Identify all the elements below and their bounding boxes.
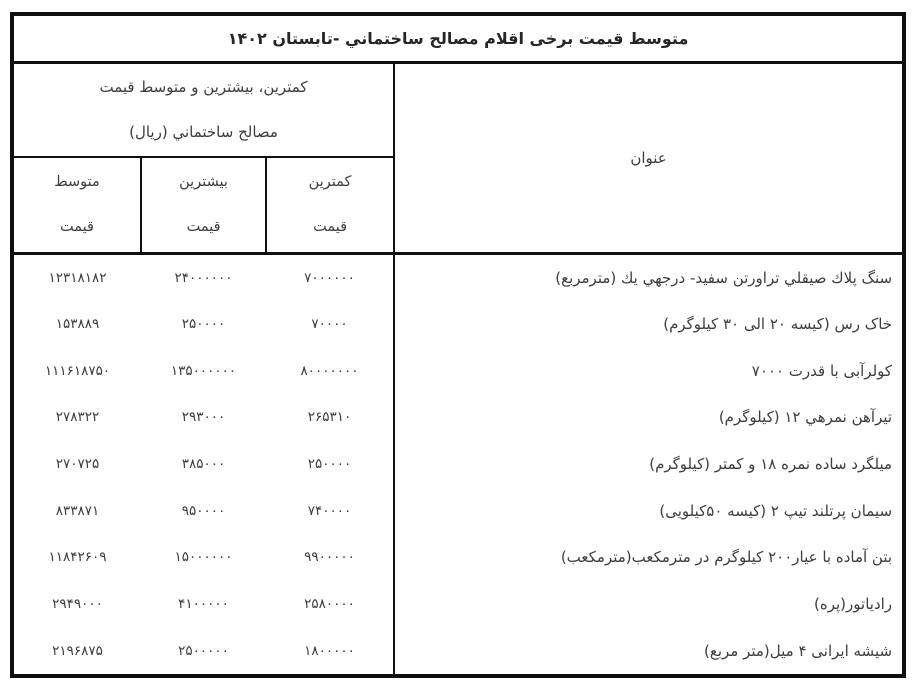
min-price: ۲۵۰۰۰۰ xyxy=(307,455,352,472)
min-price: ۲۶۵۳۱۰ xyxy=(307,409,352,426)
avg-price: ۱۲۳۱۸۱۸۲ xyxy=(48,270,107,286)
min-header-line1: کمترین xyxy=(308,173,352,190)
item-title: بتن آماده با عیار۲۰۰ کیلوگرم در مترمکعب(مترمکعب) xyxy=(394,534,902,581)
avg-price: ۸۳۳۸۷۱ xyxy=(55,502,100,519)
table-row xyxy=(14,534,902,581)
table-row xyxy=(14,347,902,394)
max-header-line2: قیمت xyxy=(186,218,221,235)
group-header-line1: کمترین، بیشترین و متوسط قیمت xyxy=(99,77,308,96)
table-row xyxy=(14,581,902,628)
column-group-header xyxy=(14,63,394,157)
max-header-line1: بیشترین xyxy=(179,173,228,190)
item-title: خاک رس (کیسه ۲۰ الی ۳۰ کیلوگرم) xyxy=(394,301,902,348)
table-title: متوسط قیمت برخی اقلام مصالح ساختماني -تابستان ۱۴۰۲ xyxy=(14,16,902,63)
max-price: ۲۹۳۰۰۰ xyxy=(181,409,226,426)
construction-materials-price-table xyxy=(14,16,902,674)
min-price: ۱۸۰۰۰۰۰ xyxy=(304,642,355,659)
max-price: ۲۵۰۰۰۰ xyxy=(181,315,226,332)
column-header-item: عنوان xyxy=(394,63,902,254)
min-price: ۹۹۰۰۰۰۰ xyxy=(304,549,355,566)
table-row xyxy=(14,301,902,348)
column-header-min-price xyxy=(266,157,394,254)
item-title: سنگ پلاك صیقلي تراورتن سفید- درجهي یك (مترمربع) xyxy=(394,254,902,301)
item-title: رادیاتور(پره) xyxy=(394,581,902,628)
max-price: ۴۱۰۰۰۰۰ xyxy=(178,595,229,612)
max-price: ۹۵۰۰۰۰ xyxy=(181,502,226,519)
avg-header-line2: قیمت xyxy=(60,218,94,235)
avg-price: ۲۱۹۶۸۷۵ xyxy=(52,642,103,659)
max-price: ۱۵۰۰۰۰۰۰ xyxy=(174,549,233,566)
title-row xyxy=(14,16,902,63)
max-price: ۳۸۵۰۰۰ xyxy=(181,455,226,472)
max-price: ۲۵۰۰۰۰۰ xyxy=(178,642,229,659)
table-row xyxy=(14,254,902,301)
min-price: ۲۵۸۰۰۰۰ xyxy=(304,595,355,612)
group-header-line2: مصالح ساختماني (ريال) xyxy=(129,122,278,141)
min-header-line2: قیمت xyxy=(313,218,348,235)
min-price: ۷۰۰۰۰ xyxy=(311,315,348,332)
avg-price: ۱۵۳۸۸۹ xyxy=(55,315,100,332)
item-title: میلگرد ساده نمره ۱۸ و کمتر (کیلوگرم) xyxy=(394,441,902,488)
avg-price: ۱۱۱۶۱۸۷۵۰ xyxy=(44,362,111,379)
max-price: ۱۳۵۰۰۰۰۰۰ xyxy=(170,362,237,379)
table-row xyxy=(14,441,902,488)
item-title: کولرآبی با قدرت ۷۰۰۰ xyxy=(394,347,902,394)
table-frame xyxy=(10,12,906,678)
column-header-avg-price xyxy=(14,157,141,254)
min-price: ۸۰۰۰۰۰۰۰ xyxy=(300,362,359,379)
avg-price: ۲۷۸۳۲۲ xyxy=(55,409,100,426)
min-price: ۷۴۰۰۰۰ xyxy=(307,502,352,519)
item-title: تیرآهن نمرهي ۱۲ (کیلوگرم) xyxy=(394,394,902,441)
avg-price: ۱۱۸۴۲۶۰۹ xyxy=(48,549,107,566)
avg-header-line1: متوسط xyxy=(54,173,100,190)
column-header-max-price xyxy=(141,157,266,254)
avg-price: ۲۷۰۷۲۵ xyxy=(55,455,100,472)
group-header-row xyxy=(14,63,902,157)
avg-price: ۲۹۴۹۰۰۰ xyxy=(52,595,103,612)
min-price: ۷۰۰۰۰۰۰ xyxy=(304,270,355,286)
table-row xyxy=(14,487,902,534)
max-price: ۲۴۰۰۰۰۰۰ xyxy=(174,270,233,286)
table-row xyxy=(14,394,902,441)
item-title: سیمان پرتلند تیپ ۲ (کیسه ۵۰کیلویی) xyxy=(394,487,902,534)
item-title: شیشه ایرانی ۴ میل(متر مربع) xyxy=(394,627,902,674)
table-row xyxy=(14,627,902,674)
